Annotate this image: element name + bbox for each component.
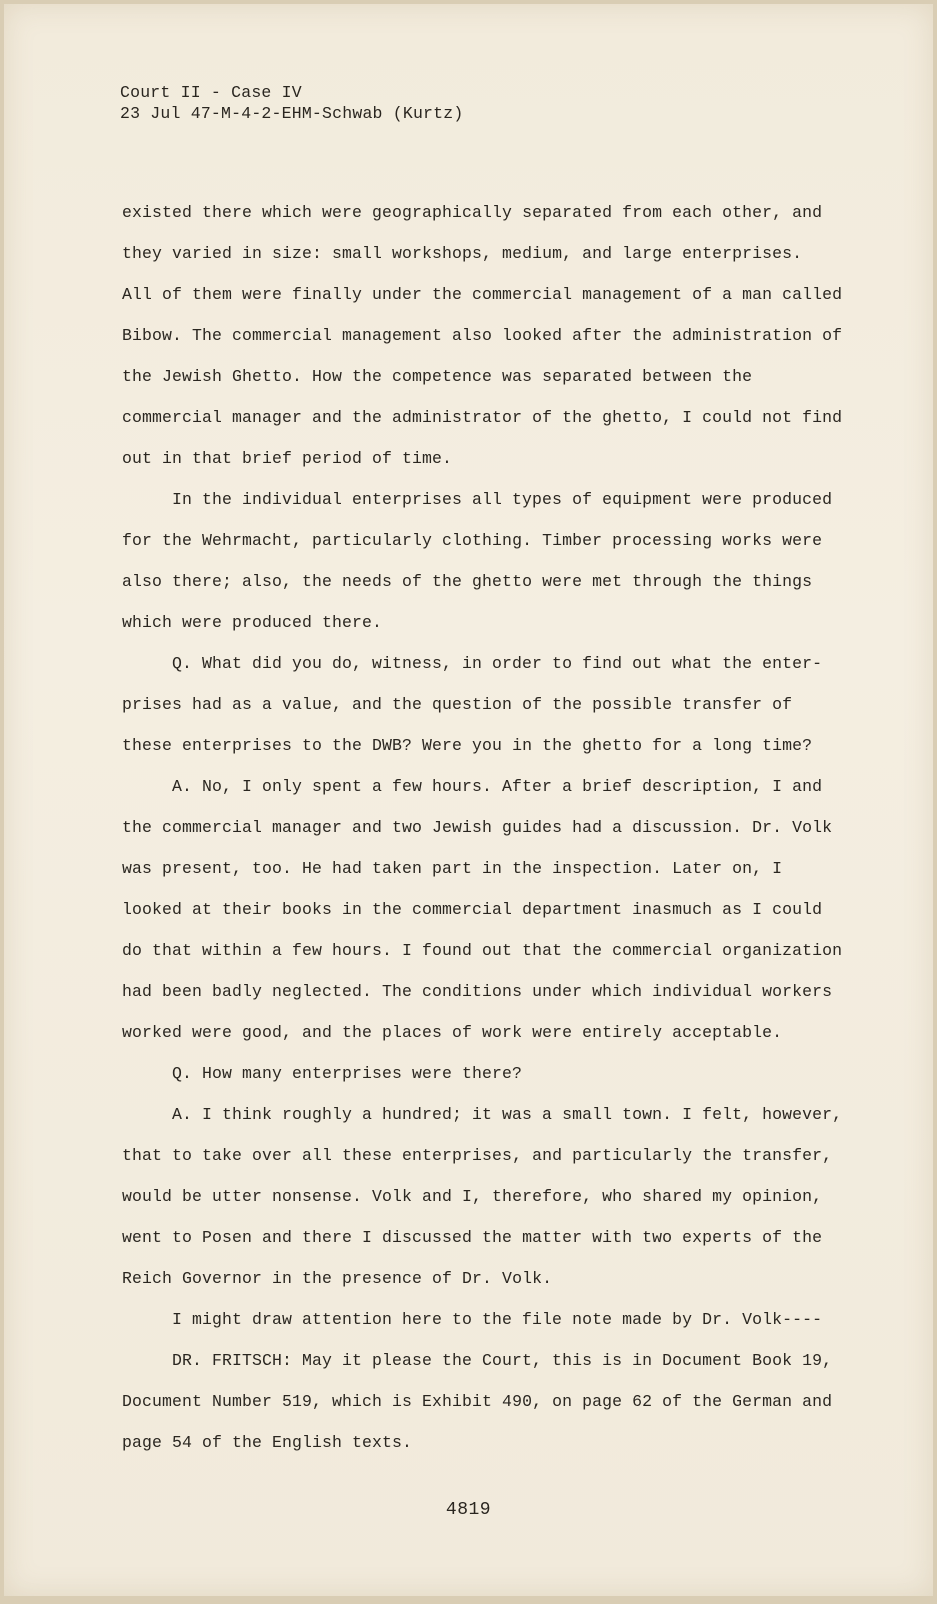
- document-page: [4, 4, 933, 1596]
- text-line-12: Q. What did you do, witness, in order to find out what the enter-: [172, 654, 823, 673]
- text-line-9: for the Wehrmacht, particularly clothing. Timber processing works were: [122, 531, 823, 550]
- text-line-14: these enterprises to the DWB? Were you in the ghetto for a long time?: [122, 736, 813, 755]
- header-court-case: Court II - Case IV: [120, 83, 302, 102]
- text-line-3: All of them were finally under the commercial management of a man called: [122, 285, 843, 304]
- text-line-1: existed there which were geographically separated from each other, and: [122, 203, 823, 222]
- text-line-2: they varied in size: small workshops, medium, and large enterprises.: [122, 244, 803, 263]
- text-line-31: page 54 of the English texts.: [122, 1433, 413, 1452]
- text-line-7: out in that brief period of time.: [122, 449, 453, 468]
- document-header: [120, 82, 463, 124]
- transcript-body: [122, 192, 882, 1463]
- text-line-28: I might draw attention here to the file note made by Dr. Volk----: [172, 1310, 823, 1329]
- text-line-6: commercial manager and the administrator of the ghetto, I could not find: [122, 408, 843, 427]
- text-line-18: looked at their books in the commercial department inasmuch as I could: [122, 900, 823, 919]
- text-line-4: Bibow. The commercial management also looked after the administration of: [122, 326, 843, 345]
- text-line-8: In the individual enterprises all types of equipment were produced: [172, 490, 833, 509]
- text-line-10: also there; also, the needs of the ghetto were met through the things: [122, 572, 813, 591]
- text-line-25: would be utter nonsense. Volk and I, therefore, who shared my opinion,: [122, 1187, 823, 1206]
- text-line-26: went to Posen and there I discussed the matter with two experts of the: [122, 1228, 823, 1247]
- text-line-23: A. I think roughly a hundred; it was a small town. I felt, however,: [172, 1105, 843, 1124]
- text-line-27: Reich Governor in the presence of Dr. Volk.: [122, 1269, 553, 1288]
- header-session-reference: 23 Jul 47-M-4-2-EHM-Schwab (Kurtz): [120, 104, 464, 123]
- text-line-13: prises had as a value, and the question of the possible transfer of: [122, 695, 793, 714]
- text-line-29: DR. FRITSCH: May it please the Court, this is in Document Book 19,: [172, 1351, 833, 1370]
- text-line-17: was present, too. He had taken part in the inspection. Later on, I: [122, 859, 783, 878]
- text-line-5: the Jewish Ghetto. How the competence was separated between the: [122, 367, 753, 386]
- text-line-30: Document Number 519, which is Exhibit 490, on page 62 of the German and: [122, 1392, 833, 1411]
- text-line-24: that to take over all these enterprises, and particularly the transfer,: [122, 1146, 833, 1165]
- text-line-20: had been badly neglected. The conditions under which individual workers: [122, 982, 833, 1001]
- text-line-16: the commercial manager and two Jewish guides had a discussion. Dr. Volk: [122, 818, 833, 837]
- text-line-15: A. No, I only spent a few hours. After a brief description, I and: [172, 777, 823, 796]
- page-number: 4819: [445, 1500, 492, 1520]
- text-line-22: Q. How many enterprises were there?: [172, 1064, 523, 1083]
- text-line-11: which were produced there.: [122, 613, 383, 632]
- text-line-19: do that within a few hours. I found out that the commercial organization: [122, 941, 843, 960]
- text-line-21: worked were good, and the places of work were entirely acceptable.: [122, 1023, 783, 1042]
